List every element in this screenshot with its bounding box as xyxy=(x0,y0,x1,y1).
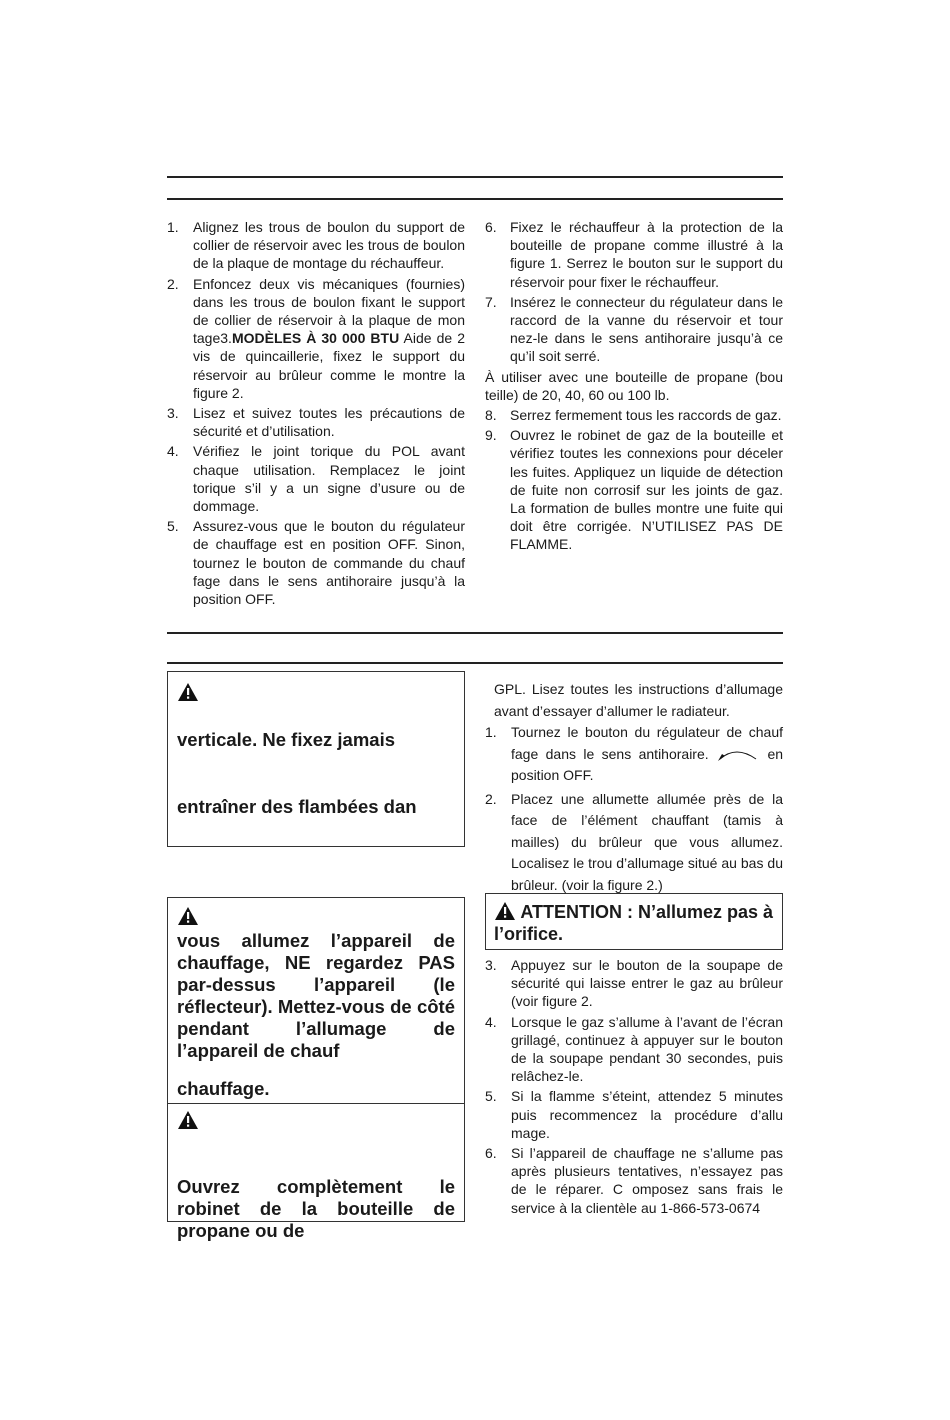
list-item: 9. Ouvrez le robinet de gaz de la bouteille et vérifiez toutes les connexions pour déceler les fuites. Appliquez un liquide de détection de fuite non corrosif sur les joints de gaz. La formation de bulles montre une fuite qui doit être corrigée. N’UTILISEZ PAS DE FLAMME. xyxy=(485,427,783,553)
warning-box-mounting xyxy=(167,671,465,847)
warning-triangle-icon xyxy=(177,1110,199,1130)
list-item: 3. Lisez et suivez toutes les précautions de sécurité et d’utilisation. xyxy=(167,405,465,440)
warning-triangle-icon xyxy=(177,906,199,926)
assembly-steps-right xyxy=(485,218,783,556)
list-item: 2. Enfoncez deux vis mécaniques (fournies) dans les trous de boulon fixant le support de collier de réservoir à la plaque de mon tage3.MODÈLES À 30 000 BTU Aide de 2 vis de quincaillerie, fixez le support du réservoir au brûleur comme le montre la figure 2. xyxy=(167,275,465,401)
list-item: 1. Tournez le bouton du régulateur de chauf fage dans le sens antihoraire. en position OFF. xyxy=(485,724,784,783)
assembly-steps-left xyxy=(167,218,465,610)
warning-box-lighting xyxy=(167,897,465,1241)
propane-note: À utiliser avec une bouteille de propane (bou teille) de 20, 40, 60 ou 100 lb. xyxy=(485,368,783,403)
warning-triangle-icon xyxy=(177,682,199,702)
warning-text: entraîner des flambées dan xyxy=(177,796,417,817)
list-item: 7. Insérez le connecteur du régulateur dans le raccord de la vanne du réservoir et tour nez-le dans le sens antihoraire jusqu’à ce qu’il soit serré. xyxy=(485,293,783,365)
warning-text: Ouvrez complètement le robinet de la bouteille de propane ou de xyxy=(177,1176,455,1241)
list-item: 5. Si la flamme s’éteint, attendez 5 minutes puis recommencez la procédure d’allu mage. xyxy=(485,1088,783,1141)
section2-rule xyxy=(167,662,783,664)
warning-text: vous allumez l’appareil de chauffage, NE regardez PAS par-dessus l’appareil (le réflecteur). Mettez-vous de côté pendant l’allumage de l’appareil de chauf xyxy=(177,930,455,1061)
header-rule xyxy=(167,198,783,200)
warning-text: verticale. Ne fixez jamais xyxy=(177,729,396,750)
list-item: 2. Placez une allumette allumée près de la face de l’élément chauffant (tamis à mailles) du brûleur que vous allumez. Localisez le trou d’allumage situé au bas du brûleur. (voir la figure 2.) xyxy=(485,790,783,893)
warning-text: chauffage. xyxy=(177,1078,270,1099)
box-divider xyxy=(168,1103,464,1104)
section-divider-rule xyxy=(167,632,783,634)
warning-triangle-icon xyxy=(494,901,516,921)
list-item: 4. Vérifiez le joint torique du POL avant chaque utilisation. Remplacez le joint torique s’il y a un signe d’usure ou de dommage. xyxy=(167,443,465,515)
top-rule xyxy=(167,176,783,178)
attention-text: ATTENTION : N’allumez pas à l’orifice. xyxy=(494,902,774,944)
list-item: 6. Fixez le réchauffeur à la protection de la bouteille de propane comme illustré à la figure 1. Serrez le bouton sur le support du réservoir pour fixer le réchauffeur. xyxy=(485,219,783,290)
list-item: 4. Lorsque le gaz s’allume à l’avant de l’écran grillagé, continuez à appuyer sur le bouton de la soupape pendant 30 secondes, puis relâchez-le. xyxy=(485,1013,783,1085)
list-item: 3. Appuyez sur le bouton de la soupape de sécurité qui laisse entrer le gaz au brûleur (voir figure 2. xyxy=(485,957,783,1010)
lighting-intro: GPL. Lisez toutes les instructions d’allumage avant d’essayer d’allumer le radiateur. xyxy=(494,681,783,719)
list-item: 1. Alignez les trous de boulon du support de collier de réservoir avec les trous de boulon de la plaque de montage du réchauffeur. xyxy=(167,219,465,272)
lighting-steps-bottom xyxy=(485,956,783,1219)
list-item: 8. Serrez fermement tous les raccords de gaz. xyxy=(485,407,782,424)
attention-box xyxy=(485,893,783,950)
counterclockwise-arc-icon xyxy=(716,747,760,763)
list-item: 6. Si l’appareil de chauffage ne s’allume pas après plusieurs tentatives, n’essayez pas de le réparer. C omposez sans frais le service à la clientèle au 1-866-573-0674 xyxy=(485,1145,783,1216)
list-item: 5. Assurez-vous que le bouton du régulateur de chauffage est en position OFF. Sinon, tournez le bouton de commande du chauf fage dans le sens antihoraire jusqu’à la position OFF. xyxy=(167,518,465,608)
lighting-steps-top xyxy=(485,679,783,898)
